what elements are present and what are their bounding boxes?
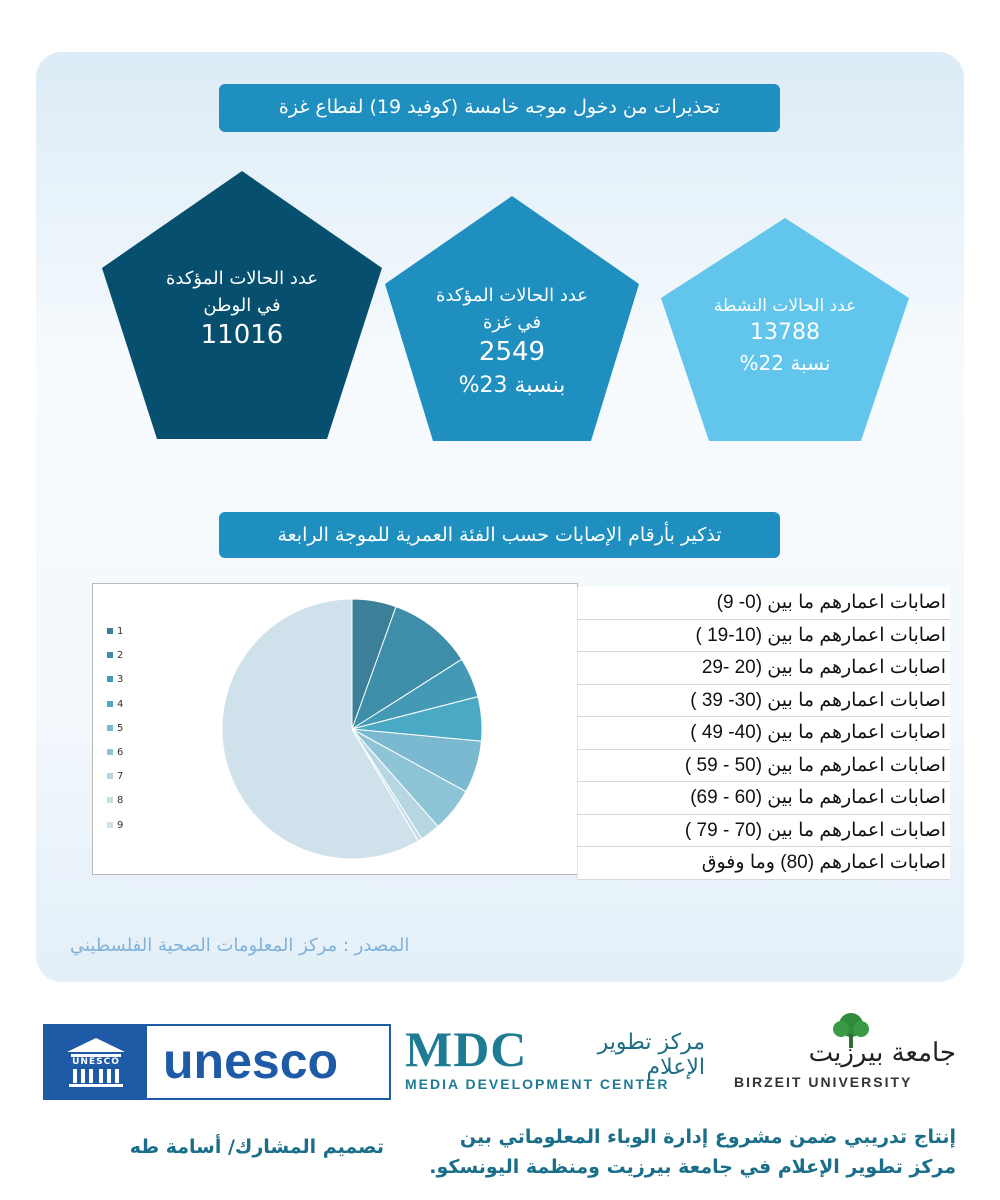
pentagon-gaza-line2: في غزة [482,312,542,333]
mdc-arabic-name: مركز تطوير الإعلام [597,1030,705,1080]
pentagon-home-line1: عدد الحالات المؤكدة [165,268,319,289]
pentagon-active-value: 13788 [750,320,820,345]
pentagon-active-text [671,296,899,375]
legend-label: 4 [117,698,124,710]
pentagon-home-value: 11016 [200,320,284,350]
warning-banner-text: تحذيرات من دخول موجه خامسة (كوفيد 19) لقطاع غزة [278,96,721,118]
mdc-short-name: MDC [405,1021,528,1077]
table-row: اصابات اعمارهم ما بين (70 - 79 ) [577,815,950,848]
legend-label: 5 [117,722,124,734]
legend-label: 7 [117,771,124,783]
unesco-emblem [45,1026,147,1098]
source-note: المصدر : مركز المعلومات الصحية الفلسطيني [70,935,410,956]
pentagon-gaza-text [395,285,629,398]
pentagon-gaza-extra: بنسبة 23% [458,373,566,398]
pentagon-gaza-line1: عدد الحالات المؤكدة [435,285,589,306]
designer-credit: تصميم المشارك/ أسامة طه [129,1136,384,1158]
production-credit-line1: إنتاج تدريبي ضمن مشروع إدارة الوباء المعلوماتي بين [459,1126,956,1148]
unesco-logo [43,1024,391,1100]
production-credit-line2: مركز تطوير الإعلام في جامعة بيرزيت ومنظمة اليونسكو. [429,1156,956,1178]
pentagon-active-line1: عدد الحالات النشطة [713,296,857,316]
pie-chart-panel [92,583,578,875]
legend-label: 9 [117,819,124,831]
birzeit-arabic-name: جامعة بيرزيت [808,1038,956,1068]
table-row: اصابات اعمارهم ما بين (10-19 ) [577,620,950,653]
table-row: اصابات اعمارهم ما بين (40- 49 ) [577,717,950,750]
legend-label: 8 [117,795,124,807]
birzeit-english-name: BIRZEIT UNIVERSITY [734,1074,913,1090]
legend-label: 1 [117,626,124,637]
table-row: اصابات اعمارهم ما بين (20 -29 [577,652,950,685]
warning-banner [219,84,780,132]
pentagon-home-line2: في الوطن [203,295,281,316]
table-row: اصابات اعمارهم (80) وما وفوق [577,847,950,880]
legend-label: 3 [117,674,124,686]
legend-label: 2 [117,650,124,662]
table-row: اصابات اعمارهم ما بين (30- 39 ) [577,685,950,718]
table-row: اصابات اعمارهم ما بين (50 - 59 ) [577,750,950,783]
age-reminder-banner [219,512,780,558]
mdc-english-name: MEDIA DEVELOPMENT CENTER [405,1076,670,1092]
age-pie-chart [93,584,577,874]
pentagon-gaza-value: 2549 [478,337,546,367]
table-row: اصابات اعمارهم ما بين (60 - 69) [577,782,950,815]
unesco-wordmark: unesco [163,1033,339,1089]
age-reminder-banner-text: تذكير بأرقام الإصابات حسب الفئة العمرية للموجة الرابعة [277,524,722,546]
birzeit-logo [732,1012,958,1094]
production-credit [400,1122,956,1182]
age-groups-table [577,587,950,880]
pentagon-home-text [112,268,372,350]
unesco-emblem-text: UNESCO [72,1057,120,1067]
table-row: اصابات اعمارهم ما بين (0- 9) [577,587,950,620]
legend-label: 6 [117,747,124,758]
mdc-logo [405,1020,705,1096]
pentagon-active-extra: نسبة 22% [739,351,831,375]
